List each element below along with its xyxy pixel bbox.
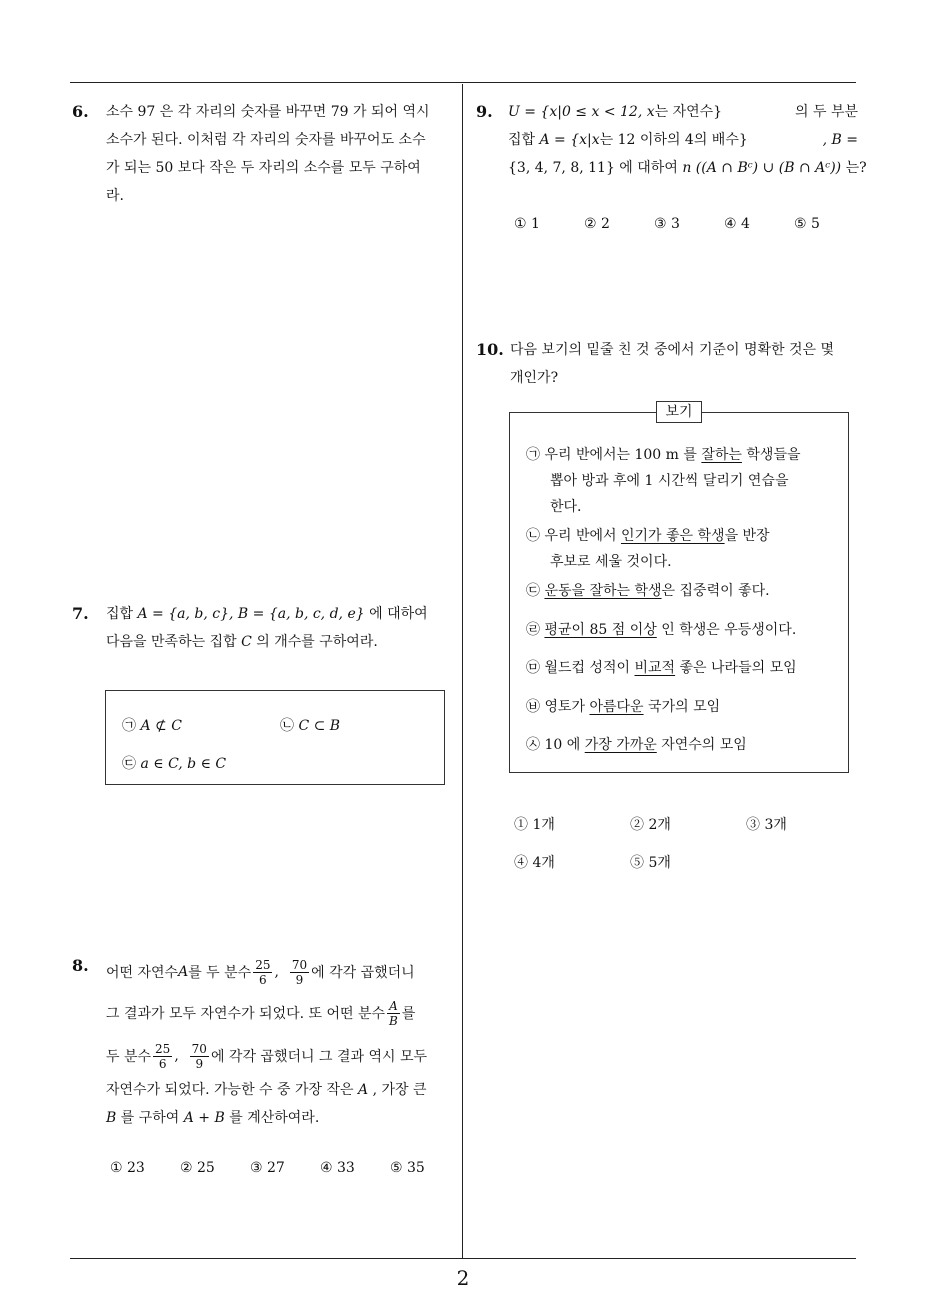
q7-condition-a	[122, 715, 182, 735]
item-text: 을 반장	[724, 528, 770, 544]
q10-line: 개인가?	[510, 370, 559, 386]
bogi-item-2-cont: 후보로 세울 것이다.	[550, 554, 672, 570]
q7-text: 에 대하여	[364, 606, 428, 622]
choice[interactable]: ⑤ 5개	[630, 855, 671, 871]
choice[interactable]: ③ 3개	[746, 817, 787, 833]
condition-expr: a ∈ C, b ∈ C	[140, 756, 227, 772]
choice[interactable]: ② 25	[180, 1160, 215, 1176]
q9-text: 는 자연수}	[654, 104, 723, 120]
frac-den: 6	[158, 1056, 167, 1071]
q9-text: 는?	[841, 160, 867, 176]
item-text: 우리 반에서	[544, 528, 621, 544]
q9-text: 의 두 부분	[795, 104, 858, 120]
page-number: 2	[456, 1266, 470, 1290]
question-10-number: 10.	[476, 340, 504, 359]
bogi-item-1	[526, 442, 801, 468]
q8-math: A + B	[183, 1110, 225, 1126]
q9-math: {3, 4, 7, 8, 11}	[508, 160, 615, 176]
bogi-item-1-cont: 한다.	[550, 499, 582, 515]
bogi-item-4	[526, 617, 796, 643]
choice[interactable]: ① 1개	[514, 817, 555, 833]
item-text: 좋은 나라들의 모임	[675, 660, 797, 676]
bogi-label: 보기	[656, 401, 702, 423]
item-text: 우리 반에서는 100 m 를	[544, 447, 702, 463]
item-text: 은 집중력이 좋다.	[661, 583, 770, 599]
item-mark: ㉥	[526, 699, 540, 715]
bogi-item-5	[526, 655, 797, 681]
q8-text: 그 결과가 모두 자연수가 되었다. 또 어떤 분수	[106, 1006, 386, 1022]
bogi-item-7	[526, 732, 747, 758]
bogi-item-3	[526, 578, 770, 604]
question-9-text	[508, 98, 867, 182]
bottom-rule	[70, 1258, 856, 1259]
frac-num: 70	[291, 957, 308, 972]
q9-math: n ((A ∩ Bᶜ) ∪ (B ∩ Aᶜ))	[682, 160, 842, 176]
choice[interactable]: ① 23	[110, 1160, 145, 1176]
q8-text: 를 계산하여라.	[224, 1110, 320, 1126]
choice[interactable]: ⑤ 35	[390, 1160, 425, 1176]
frac-den: B	[389, 1013, 398, 1028]
q8-math: A	[178, 964, 189, 980]
question-10-text	[510, 336, 860, 392]
fraction-70-9	[190, 1042, 209, 1071]
q9-text: 는 12 이하의 4의 배수}	[599, 132, 748, 148]
q8-text: , 가장 큰	[368, 1082, 427, 1098]
item-text: 영토가	[544, 699, 590, 715]
q8-text: 두 분수	[106, 1049, 152, 1065]
item-mark: ㉦	[526, 737, 540, 753]
item-mark: ㉠	[526, 447, 540, 463]
bogi-item-1-cont: 뽑아 방과 후에 1 시간씩 달리기 연습을	[550, 473, 789, 489]
question-6-number: 6.	[72, 102, 89, 121]
condition-expr: A ⊄ C	[140, 718, 182, 734]
item-text: 월드컵 성적이	[544, 660, 635, 676]
condition-mark: ㉠	[122, 718, 136, 734]
item-mark: ㉣	[526, 622, 540, 638]
q7-text: 다음을 만족하는 집합	[106, 634, 242, 650]
q8-text: 에 각각 곱했더니	[311, 965, 415, 981]
frac-num: 70	[191, 1041, 207, 1056]
frac-den: 9	[195, 1056, 204, 1071]
q7-condition-b	[280, 715, 340, 735]
frac-num: 25	[155, 1041, 171, 1056]
q8-text: 를	[401, 1006, 416, 1022]
q8-text: 를 두 분수	[188, 965, 252, 981]
q8-text: 자연수가 되었다. 가능한 수 중 가장 작은	[106, 1082, 358, 1098]
question-8-text: 어떤 자연수 A 를 두 분수 $\frac{25}{6}$ , $\frac{70}{9}$ 에 각각 곱했더니 그 결과가 모두 자연수가 되었다. 또 어떤 분수 $\frac{A}{B}$ 를 두 분수 $\frac{25}{6}$ , $\frac{70}{9}$ 에 각각 곱했더니 그 결과 역시 모두 자연수가 되었다. 가능한 수 중 가장 작은 A , 가장 큰 B 를 구하여 A + B 를 계산하여라.	[106, 957, 427, 1126]
choice[interactable]: ④ 4개	[514, 855, 555, 871]
choice[interactable]: ⑤ 5	[794, 216, 820, 232]
bogi-item-2	[526, 523, 770, 549]
condition-expr: C ⊂ B	[298, 718, 341, 734]
q6-line: 라.	[106, 188, 124, 204]
item-text: 국가의 모임	[643, 699, 721, 715]
q9-math: U = {x|0 ≤ x < 12, x	[508, 104, 655, 120]
condition-mark: ㉢	[122, 756, 136, 772]
q7-math: C	[241, 634, 252, 650]
q9-text: 에 대하여	[614, 160, 683, 176]
q8-text: 를 구하여	[116, 1110, 184, 1126]
question-7-number: 7.	[72, 604, 89, 623]
q6-line: 가 되는 50 보다 작은 두 자리의 소수를 모두 구하여	[106, 160, 421, 176]
bogi-item-6	[526, 694, 720, 720]
fraction-25-6	[253, 958, 272, 987]
q8-math: A	[358, 1082, 369, 1098]
q6-line: 소수가 된다. 이처럼 각 자리의 숫자를 바꾸어도 소수	[106, 132, 426, 148]
frac-num: A	[389, 998, 398, 1013]
item-mark: ㉢	[526, 583, 540, 599]
underlined-text: 운동을 잘하는 학생	[544, 583, 662, 599]
underlined-text: 인기가 좋은 학생	[620, 528, 725, 544]
top-rule	[70, 82, 856, 83]
item-text: 인 학생은 우등생이다.	[656, 622, 797, 638]
q9-text: 집합	[508, 132, 540, 148]
question-7-text	[106, 600, 456, 656]
fraction-25-6	[153, 1042, 172, 1071]
question-6-text	[106, 98, 454, 210]
choice[interactable]: ① 1	[514, 216, 540, 232]
question-8-number: 8.	[72, 956, 89, 975]
q8-math: B	[106, 1110, 117, 1126]
frac-den: 9	[295, 972, 304, 987]
column-divider	[462, 84, 463, 1258]
underlined-text: 비교적	[634, 660, 676, 676]
choice[interactable]: ③ 27	[250, 1160, 285, 1176]
q10-line: 다음 보기의 밑줄 친 것 중에서 기준이 명확한 것은 몇	[510, 342, 835, 358]
q7-condition-c	[122, 753, 226, 773]
item-mark: ㉤	[526, 660, 540, 676]
choice[interactable]: ④ 33	[320, 1160, 355, 1176]
q9-math: A = {x|x	[539, 132, 600, 148]
fraction-a-b	[387, 999, 400, 1028]
item-text: 학생들을	[741, 447, 801, 463]
frac-num: 25	[255, 957, 271, 972]
item-mark: ㉡	[526, 528, 540, 544]
q8-text: 에 각각 곱했더니 그 결과 역시 모두	[210, 1049, 427, 1065]
q7-text: 집합	[106, 606, 138, 622]
item-text: 자연수의 모임	[656, 737, 747, 753]
q7-text: 의 개수를 구하여라.	[251, 634, 378, 650]
underlined-text: 아름다운	[589, 699, 644, 715]
q7-math: A = {a, b, c}, B = {a, b, c, d, e}	[137, 606, 365, 622]
underlined-text: 가장 가까운	[584, 737, 657, 753]
choice[interactable]: ② 2개	[630, 817, 671, 833]
choice[interactable]: ② 2	[584, 216, 610, 232]
choice[interactable]: ③ 3	[654, 216, 680, 232]
underlined-text: 잘하는	[701, 447, 742, 463]
condition-mark: ㉡	[280, 718, 294, 734]
q7-conditions-box	[105, 690, 445, 785]
choice[interactable]: ④ 4	[724, 216, 750, 232]
fraction-70-9	[290, 958, 309, 987]
q8-text: 어떤 자연수	[106, 965, 179, 981]
item-text: 10 에	[544, 737, 585, 753]
q6-line: 소수 97 은 각 자리의 숫자를 바꾸면 79 가 되어 역시	[106, 104, 430, 120]
underlined-text: 평균이 85 점 이상	[544, 622, 657, 638]
q9-math: , B =	[822, 132, 858, 148]
frac-den: 6	[259, 972, 267, 987]
question-9-number: 9.	[476, 102, 493, 121]
